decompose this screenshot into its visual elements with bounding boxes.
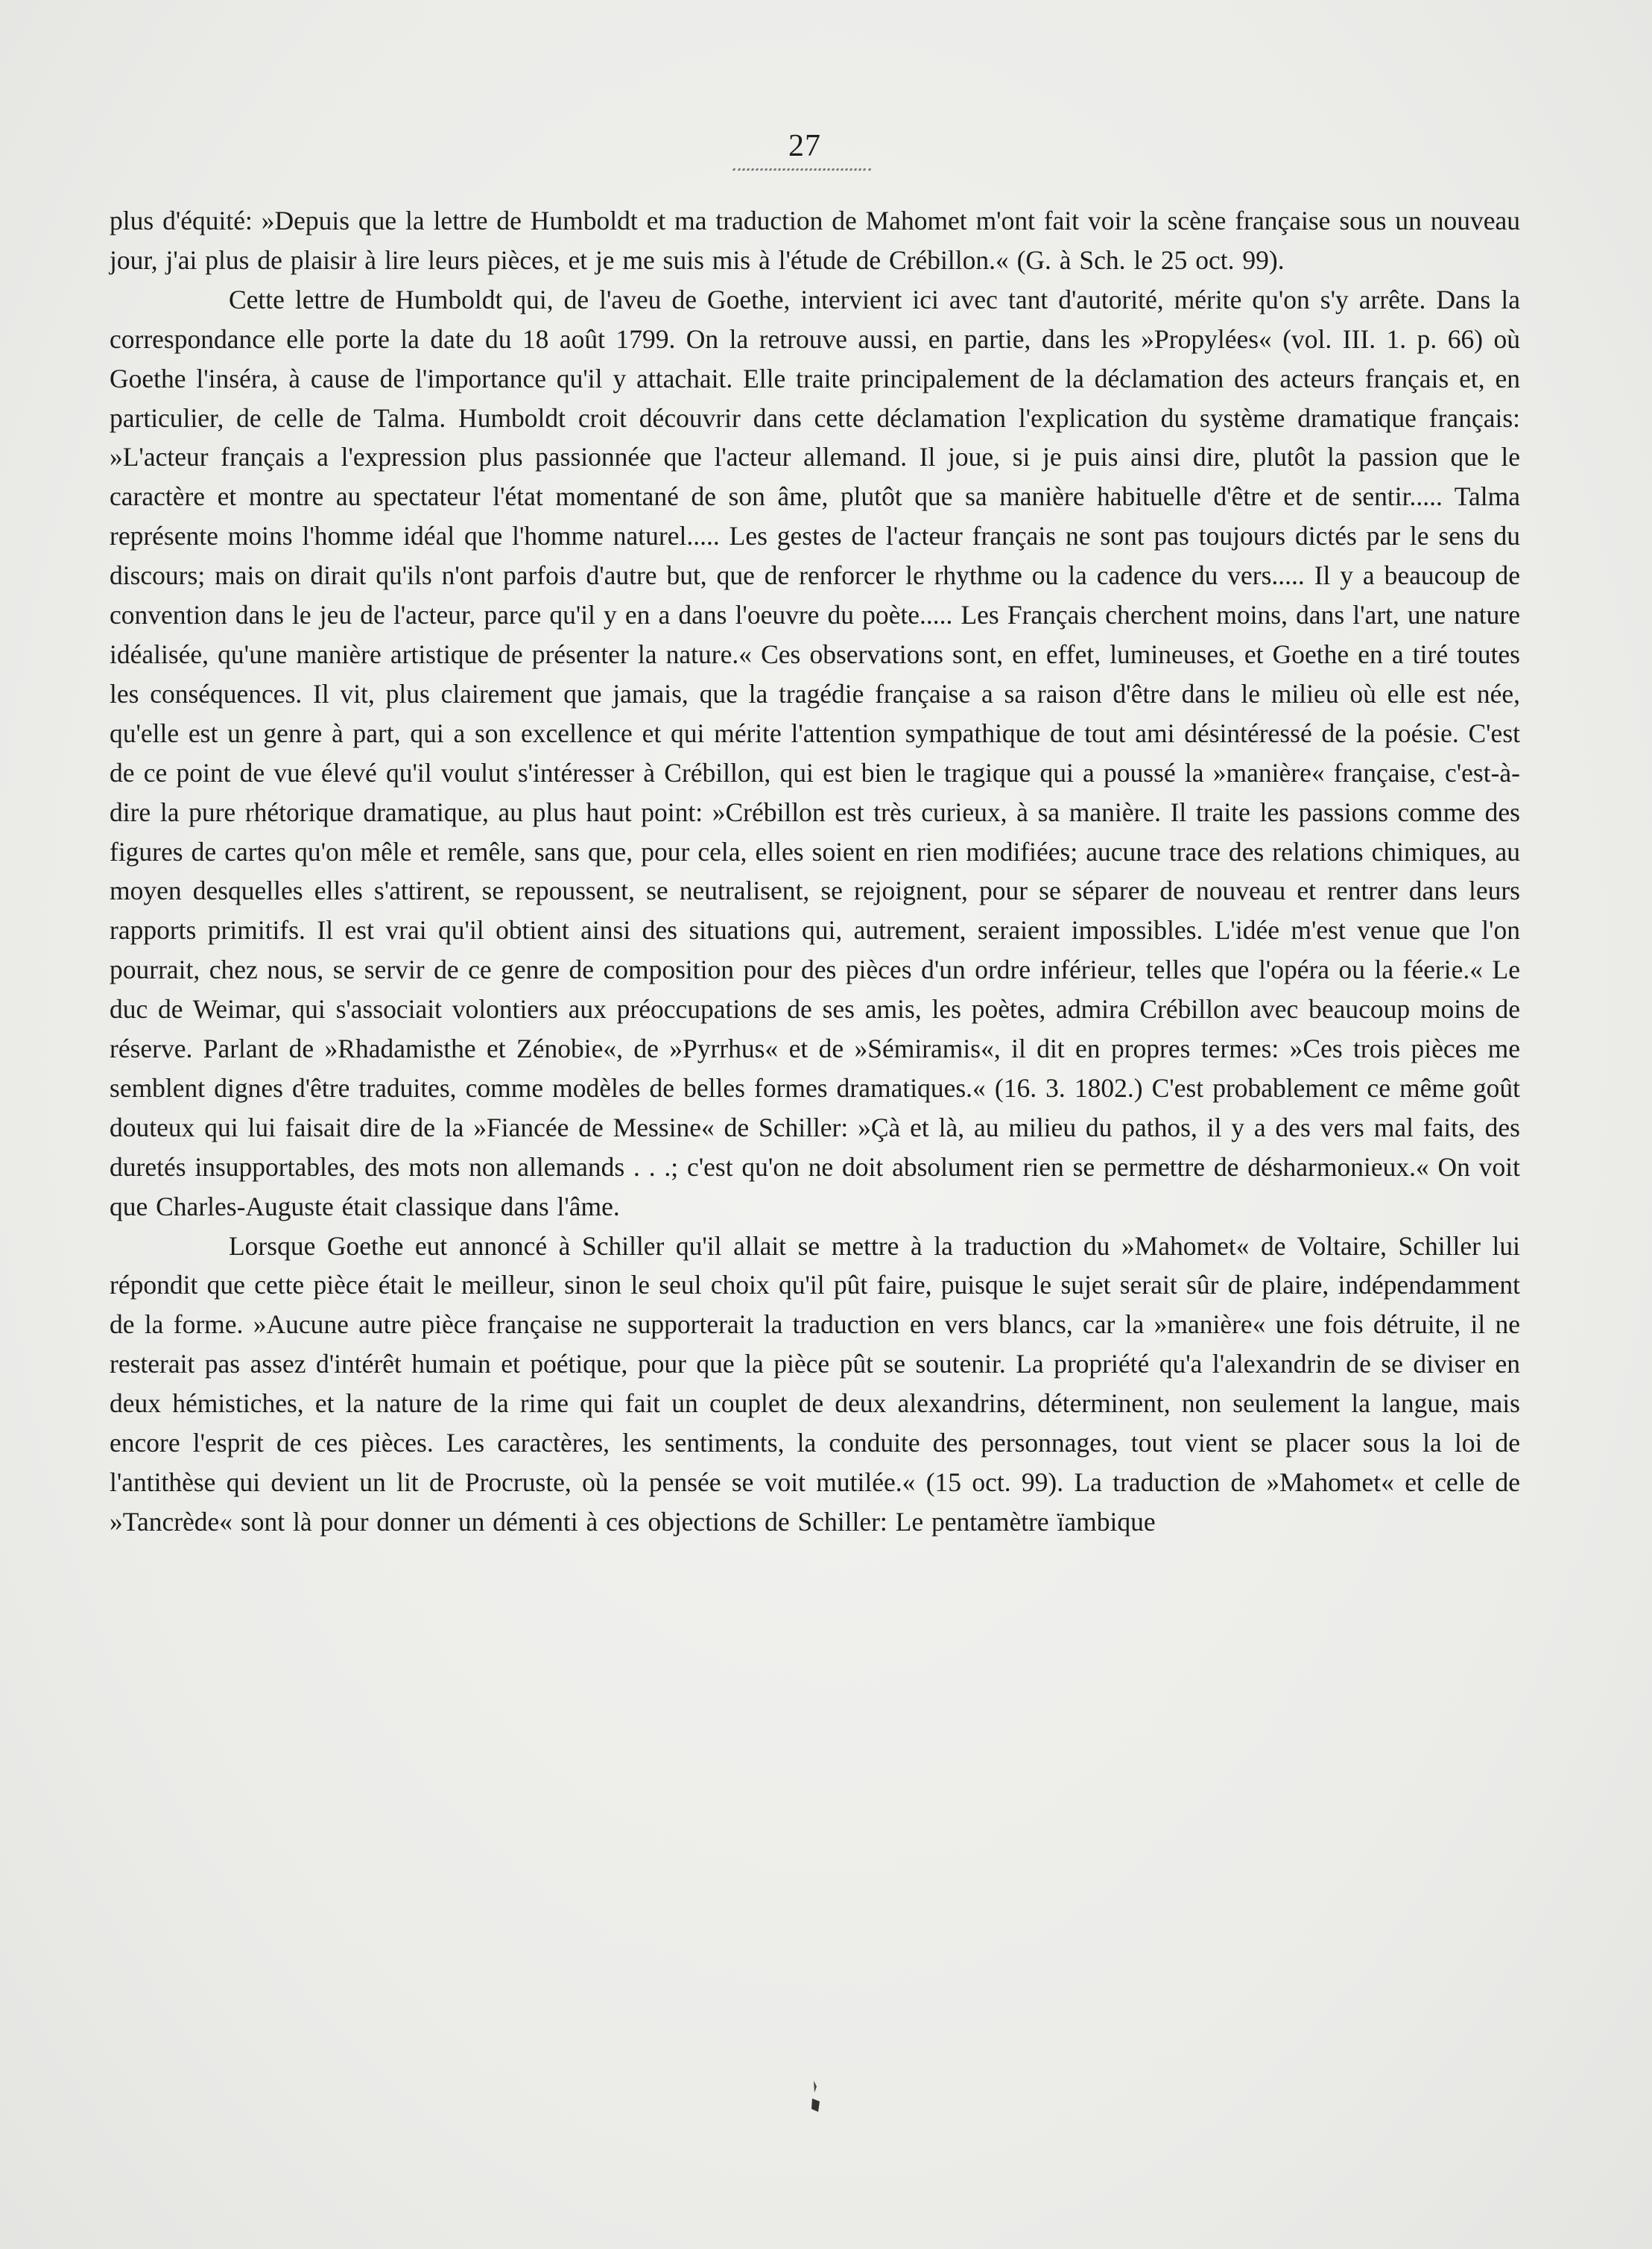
paragraph-2: Cette lettre de Humboldt qui, de l'aveu de Goethe, intervient ici avec tant d'autorité, mérite qu'on s'y arrête. Dans la correspondance elle porte la date du 18 août 1799. On la retrouve aussi, en partie, dans les »Propylées« (vol. III. 1. p. 66) où Goethe l'inséra, à cause de l'importance qu'il y attachait. Elle traite principalement de la déclamation des acteurs français et, en particulier, de celle de Talma. Humboldt croit découvrir dans cette déclamation l'explication du système dramatique français: »L'acteur français a l'expression plus passionnée que l'acteur allemand. Il joue, si je puis ainsi dire, plutôt la passion que le caractère et montre au spectateur l'état momentané de son âme, plutôt que sa manière habituelle d'être et de sentir..... Talma représente moins l'homme idéal que l'homme naturel..... Les gestes de l'acteur français ne sont pas toujours dictés par le sens du discours; mais on dirait qu'ils n'ont parfois d'autre but, que de renforcer le rhythme ou la cadence du vers..... Il y a beaucoup de convention dans le jeu de l'acteur, parce qu'il y en a dans l'oeuvre du poète..... Les Français cherchent moins, dans l'art, une nature idéalisée, qu'une manière artistique de présenter la nature.« Ces observations sont, en effet, lumineuses, et Goethe en a tiré toutes les conséquences. Il vit, plus clairement que jamais, que la tragédie française a sa raison d'être dans le milieu où elle est née, qu'elle est un genre à part, qui a son excellence et qui mérite l'attention sympathique de tout ami désintéressé de la poésie. C'est de ce point de vue élevé qu'il voulut s'intéresser à Crébillon, qui est bien le tragique qui a poussé la »manière« française, c'est-à-dire la pure rhétorique dramatique, au plus haut point: »Crébillon est très curieux, à sa manière. Il traite les passions comme des figures de cartes qu'on mêle et remêle, sans que, pour cela, elles soient en rien modifiées; aucune trace des relations chimiques, au moyen desquelles elles s'attirent, se repoussent, se neutralisent, se rejoignent, pour se séparer de nouveau et rentrer dans leurs rapports primitifs. Il est vrai qu'il obtient ainsi des situations qui, autrement, seraient impossibles. L'idée m'est venue que l'on pourrait, chez nous, se servir de ce genre de composition pour des pièces d'un ordre inférieur, telles que l'opéra ou la féerie.« Le duc de Weimar, qui s'associait volontiers aux préoccupations de ses amis, les poètes, admira Crébillon avec beaucoup moins de réserve. Parlant de »Rhadamisthe et Zénobie«, de »Pyrrhus« et de »Sémiramis«, il dit en propres termes: »Ces trois pièces me semblent dignes d'être traduites, comme modèles de belles formes dramatiques.« (16. 3. 1802.) C'est probablement ce même goût douteux qui lui faisait dire de la »Fiancée de Messine« de Schiller: »Çà et là, au milieu du pathos, il y a des vers mal faits, des duretés insupportables, des mots non allemands . . .; c'est qu'on ne doit absolument rien se permettre de désharmonieux.« On voit que Charles-Auguste était classique dans l'âme. [110, 284, 1520, 1221]
paragraph-1: plus d'équité: »Depuis que la lettre de Humboldt et ma traduction de Mahomet m'ont fait voir la scène française sous un nouveau jour, j'ai plus de plaisir à lire leurs pièces, et je me suis mis à l'étude de Crébillon.« (G. à Sch. le 25 oct. 99). [110, 206, 1520, 275]
body-text [110, 201, 1520, 1542]
paragraph-3: Lorsque Goethe eut annoncé à Schiller qu'il allait se mettre à la traduction du »Mahomet« de Voltaire, Schiller lui répondit que cette pièce était le meilleur, sinon le seul choix qu'il pût faire, puisque le sujet serait sûr de plaire, indépendamment de la forme. »Aucune autre pièce française ne supporterait la traduction en vers blancs, car la »manière« une fois détruite, il ne resterait pas assez d'intérêt humain et poétique, pour que la pièce pût se soutenir. La propriété qu'a l'alexandrin de se diviser en deux hémistiches, et la nature de la rime qui fait un couplet de deux alexandrins, déterminent, non seulement la langue, mais encore l'esprit de ces pièces. Les caractères, les sentiments, la conduite des personnages, tout vient se placer sous la loi de l'antithèse qui devient un lit de Procruste, où la pensée se voit mutilée.« (15 oct. 99). La traduction de »Mahomet« et celle de »Tancrède« sont là pour donner un démenti à ces objections de Schiller: Le pentamètre ïambique [110, 1230, 1520, 1537]
page-number: 27 [788, 129, 821, 163]
ink-smudge-icon [809, 2079, 823, 2113]
page-number-rule [732, 162, 873, 171]
